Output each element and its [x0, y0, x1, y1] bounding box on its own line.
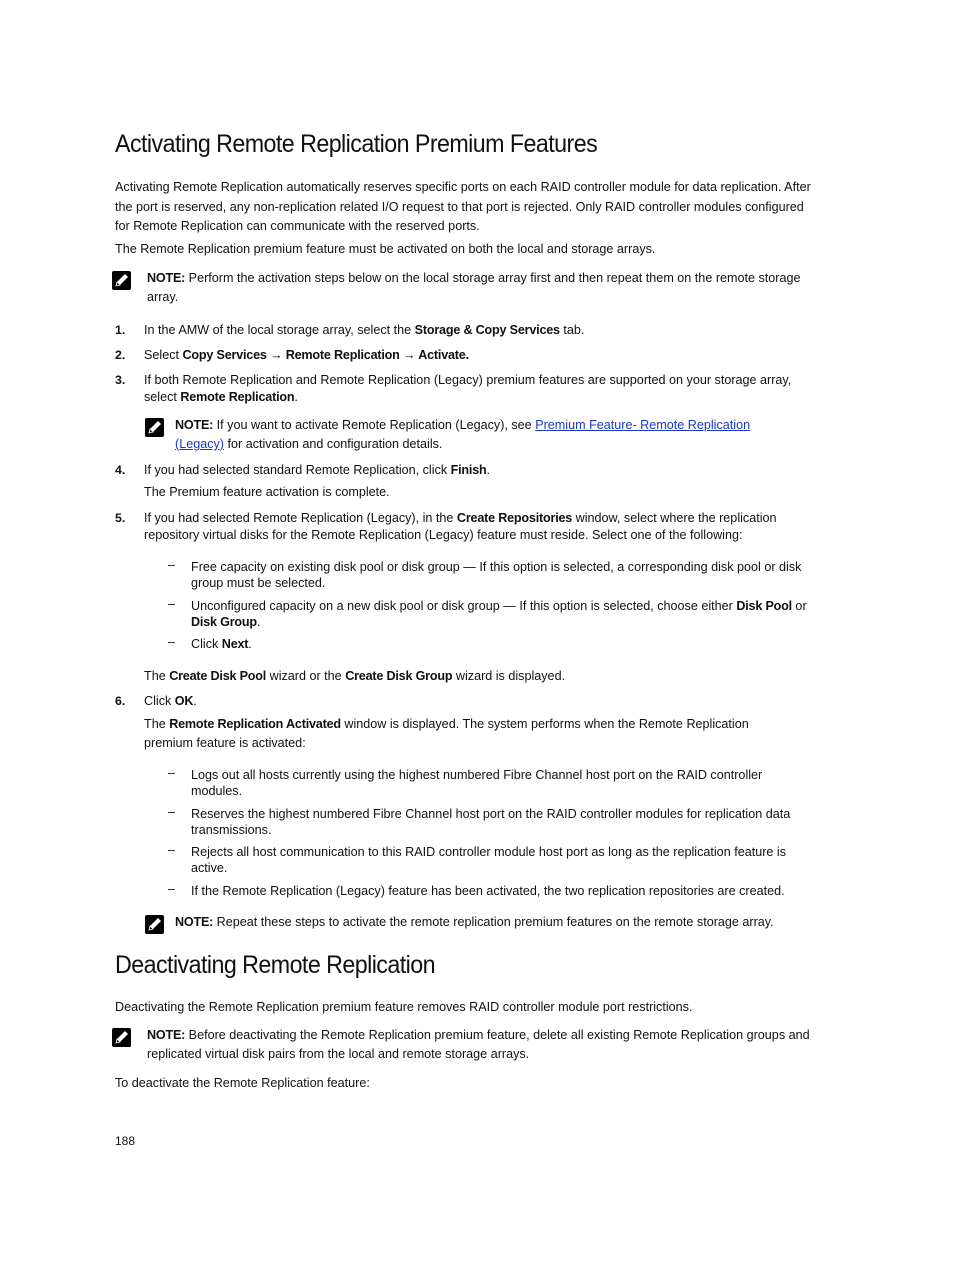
step-text	[144, 347, 814, 364]
option-bold-2: Disk Group	[191, 615, 257, 629]
result-bold-2: Create Disk Group	[345, 669, 453, 683]
step-text	[144, 510, 809, 544]
step-text-pre: Select	[144, 348, 183, 362]
option-text-mid: or	[791, 599, 807, 613]
section-title-deactivating: Deactivating Remote Replication	[115, 951, 436, 979]
step-text-bold: Copy Services → Remote Replication → Activate.	[182, 348, 469, 362]
option-bold: Next	[221, 637, 249, 651]
result-text-post: wizard is displayed.	[452, 669, 566, 683]
step-text-pre: If you had selected Remote Replication (Legacy), in the	[144, 511, 457, 525]
step-text	[144, 322, 814, 339]
step-number: 5.	[115, 511, 126, 525]
note-pencil-icon	[145, 418, 164, 437]
result-text: The	[144, 669, 170, 683]
step-text-post: .	[294, 390, 298, 404]
option-text-post: .	[256, 615, 261, 629]
step-text-bold: OK	[174, 694, 194, 708]
option-item	[191, 598, 811, 630]
step-result	[144, 668, 814, 685]
step-text-bold: Storage & Copy Services	[414, 323, 560, 337]
step-text-post: tab.	[559, 323, 585, 337]
step-text	[144, 462, 814, 479]
step-text-bold: Remote Replication	[180, 390, 295, 404]
option-bold: Disk Pool	[736, 599, 792, 613]
note-body: Repeat these steps to activate the remote replication premium features on the remote storage array.	[213, 915, 774, 929]
note-body: If you want to activate Remote Replication (Legacy), see	[213, 418, 536, 432]
result-text: The	[144, 717, 170, 731]
section-title-activating: Activating Remote Replication Premium Features	[115, 130, 598, 158]
step-text-post: .	[486, 463, 491, 477]
note-label: NOTE:	[175, 418, 214, 432]
step-number: 2.	[115, 348, 126, 362]
note-pencil-icon	[112, 1028, 131, 1047]
option-text-post: .	[248, 637, 252, 651]
intro-paragraph: Activating Remote Replication automatically reserves specific ports on each RAID controller module for data replication. After the port is reserved, any non-replication related I/O request to that port is rejected. Only RAID controller modules configured for Remote Replication can communicate with the reserved ports.	[115, 180, 811, 233]
result-item: Rejects all host communication to this RAID controller module host port as long as the replication feature is active.	[191, 845, 786, 875]
step-number: 4.	[115, 463, 126, 477]
option-text: Click	[191, 637, 222, 651]
note-text	[175, 416, 775, 454]
step-text	[144, 372, 816, 406]
result-text-post: window is displayed. The system performs when the Remote Replication premium feature is activated:	[144, 717, 749, 750]
note-body-post: for activation and configuration details.	[224, 437, 443, 451]
note-label: NOTE:	[175, 915, 214, 929]
option-item	[191, 636, 811, 652]
result-item: If the Remote Replication (Legacy) feature has been activated, the two replication repositories are created.	[191, 884, 785, 898]
option-item	[191, 559, 811, 591]
step-result	[144, 715, 784, 753]
dash-bullet: –	[168, 843, 176, 857]
step-text-post: .	[193, 694, 197, 708]
step-number: 3.	[115, 373, 126, 387]
step-number: 1.	[115, 323, 126, 337]
note-text	[175, 913, 815, 932]
outro-paragraph: To deactivate the Remote Replication feature:	[115, 1076, 370, 1090]
note-pencil-icon	[112, 271, 131, 290]
result-text-mid: wizard or the	[266, 669, 346, 683]
step-text-pre: Click	[144, 694, 175, 708]
step-text-pre: In the AMW of the local storage array, select the	[144, 323, 415, 337]
step-text-post: window, select where the replication repository virtual disks for the Remote Replication (Legacy) feature must reside. Select one of the following:	[144, 511, 777, 542]
note-body: Before deactivating the Remote Replication premium feature, delete all existing Remote Replication groups and replicated virtual disk pairs from the local and remote storage arrays.	[147, 1028, 810, 1061]
option-text: Unconfigured capacity on a new disk pool or disk group — If this option is selected, choose either	[191, 599, 737, 613]
dash-bullet: –	[168, 597, 176, 611]
step-text	[144, 693, 814, 710]
dash-bullet: –	[168, 635, 176, 649]
note-pencil-icon	[145, 915, 164, 934]
note-body: Perform the activation steps below on the local storage array first and then repeat them on the remote storage array.	[147, 271, 801, 304]
dash-bullet: –	[168, 882, 176, 896]
note-label: NOTE:	[147, 271, 186, 285]
step-text-pre: If you had selected standard Remote Replication, click	[144, 463, 451, 477]
step-result: The Premium feature activation is complete.	[144, 485, 390, 499]
step-text-pre: If both Remote Replication and Remote Replication (Legacy) premium features are supported on your storage array, select	[144, 373, 792, 404]
result-item: Logs out all hosts currently using the highest numbered Fibre Channel host port on the RAID controller modules.	[191, 768, 763, 798]
step-number: 6.	[115, 694, 126, 708]
note-text	[147, 1026, 812, 1064]
dash-bullet: –	[168, 558, 176, 572]
page-number: 188	[115, 1134, 136, 1148]
step-text-bold: Create Repositories	[456, 511, 573, 525]
result-item: Reserves the highest numbered Fibre Channel host port on the RAID controller modules for replication data transmissions.	[191, 807, 791, 837]
note-text	[147, 269, 807, 307]
premium-feature-link[interactable]: Premium Feature- Remote Replication (Legacy)	[175, 418, 751, 451]
intro-paragraph-2: The Remote Replication premium feature must be activated on both the local and storage arrays.	[115, 242, 656, 256]
note-label: NOTE:	[147, 1028, 186, 1042]
result-bold: Remote Replication Activated	[169, 717, 341, 731]
dash-bullet: –	[168, 766, 176, 780]
option-text: Free capacity on existing disk pool or disk group — If this option is selected, a corresponding disk pool or disk group must be selected.	[191, 560, 802, 590]
dash-bullet: –	[168, 805, 176, 819]
step-text-bold: Finish	[450, 463, 487, 477]
result-bold: Create Disk Pool	[169, 669, 267, 683]
intro-paragraph: Deactivating the Remote Replication premium feature removes RAID controller module port restrictions.	[115, 1000, 693, 1014]
